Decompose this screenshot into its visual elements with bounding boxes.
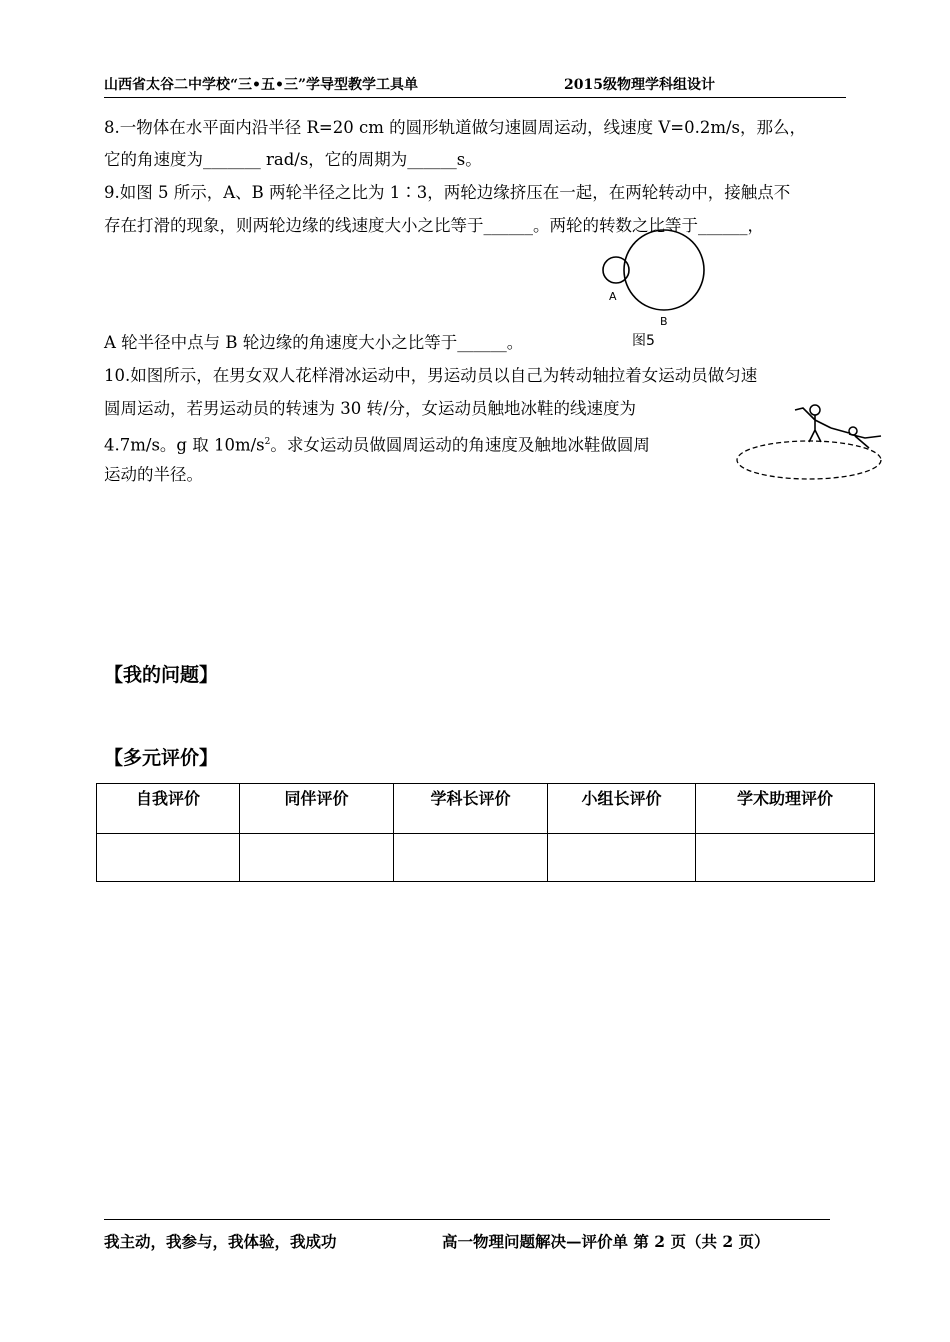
- footer-page-info: 高一物理问题解决—评价单 第 2 页（共 2 页）: [442, 1232, 770, 1251]
- page-header: [104, 74, 846, 98]
- q8-line-1: 8.一物体在水平面内沿半径 R=20 cm 的圆形轨道做匀速圆周运动，线速度 V=0.2m/s，那么，: [104, 118, 807, 137]
- cell-group-lead-eval[interactable]: [548, 834, 696, 882]
- header-designer: 2015级物理学科组设计: [564, 77, 715, 93]
- q10-line-3-post: 。求女运动员做圆周运动的角速度及触地冰鞋做圆周: [270, 435, 650, 455]
- header-peer-eval: 同伴评价: [240, 784, 394, 834]
- evaluation-table: [96, 783, 875, 882]
- q10-line-4: 运动的半径。: [104, 465, 203, 484]
- figure-skaters-illustration: [735, 398, 895, 488]
- header-self-eval: 自我评价: [97, 784, 240, 834]
- q10-line-3-pre: 4.7m/s。g 取 10m/s: [104, 435, 265, 455]
- cell-peer-eval[interactable]: [240, 834, 394, 882]
- wheel-a-label: A: [609, 290, 617, 303]
- q9-line-3: A 轮半径中点与 B 轮边缘的角速度大小之比等于______。: [104, 333, 524, 352]
- cell-academic-assistant-eval[interactable]: [696, 834, 875, 882]
- evaluation-table-input-row: [97, 834, 875, 882]
- footer-divider: [104, 1219, 830, 1220]
- q9-line-1: 9.如图 5 所示，A、B 两轮半径之比为 1∶3，两轮边缘挤压在一起，在两轮转动中，接触点不: [104, 183, 791, 202]
- q9-line-2: 存在打滑的现象，则两轮边缘的线速度大小之比等于______。两轮的转数之比等于______，: [104, 216, 764, 235]
- footer-motto: 我主动，我参与，我体验，我成功: [104, 1232, 337, 1251]
- wheel-b: [624, 230, 704, 310]
- figure-5-caption: 图5: [632, 333, 655, 349]
- header-school-title: 山西省太谷二中学校“三•五•三”学导型教学工具单: [104, 77, 419, 93]
- header-group-lead-eval: 小组长评价: [548, 784, 696, 834]
- evaluation-heading: 【多元评价】: [104, 747, 219, 769]
- q10-line-3: [104, 432, 650, 456]
- q8-line-2: 它的角速度为_______ rad/s，它的周期为______s。: [104, 150, 482, 169]
- header-subject-lead-eval: 学科长评价: [394, 784, 548, 834]
- q10-superscript: 2: [264, 437, 271, 447]
- my-questions-heading: 【我的问题】: [104, 664, 219, 686]
- page-footer: [104, 1230, 846, 1252]
- cell-self-eval[interactable]: [97, 834, 240, 882]
- skating-circle: [737, 441, 881, 479]
- figure-5-wheels: [596, 238, 716, 349]
- cell-subject-lead-eval[interactable]: [394, 834, 548, 882]
- evaluation-table-header-row: [97, 784, 875, 834]
- q10-line-1: 10.如图所示，在男女双人花样滑冰运动中，男运动员以自己为转动轴拉着女运动员做匀速: [104, 366, 758, 385]
- wheel-b-label: B: [660, 315, 668, 328]
- header-academic-assistant-eval: 学术助理评价: [696, 784, 875, 834]
- q10-line-2: 圆周运动，若男运动员的转速为 30 转/分，女运动员触地冰鞋的线速度为: [104, 399, 637, 418]
